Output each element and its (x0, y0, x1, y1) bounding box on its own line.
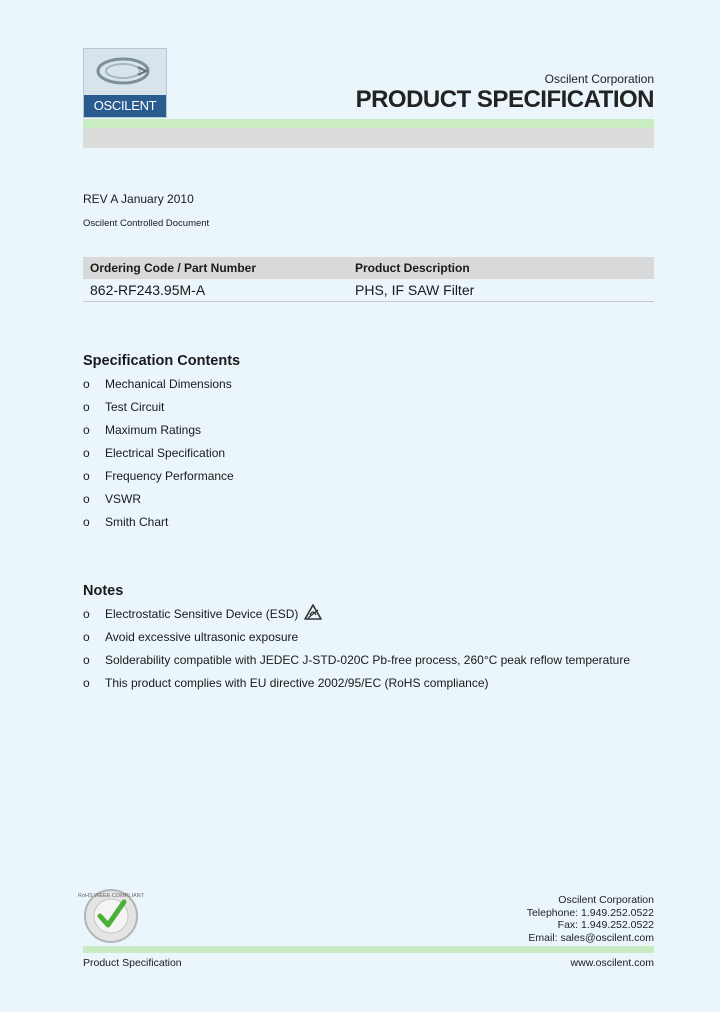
badge-label: RoHS WEEE COMPLIANT (77, 893, 145, 899)
part-number: 862-RF243.95M-A (90, 282, 206, 298)
footer-doc-type: Product Specification (83, 957, 182, 969)
contact-block (527, 894, 654, 944)
controlled-document-text: Oscilent Controlled Document (83, 218, 210, 229)
header-product-description: Product Description (355, 261, 470, 275)
notes-list (83, 603, 630, 695)
company-logo (83, 48, 167, 118)
list-item: o Mechanical Dimensions (83, 373, 234, 396)
bullet: o (83, 446, 90, 460)
esd-warning-icon (304, 604, 322, 622)
bullet: o (83, 676, 90, 690)
logo-wordmark: OSCILENT (84, 95, 166, 117)
header-divider-green (83, 119, 654, 128)
header-divider-grey (83, 128, 654, 148)
rohs-weee-badge-icon (77, 888, 145, 944)
footer-email[interactable]: Email: sales@oscilent.com (528, 931, 654, 944)
list-item: o Electrostatic Sensitive Device (ESD) (83, 603, 630, 626)
footer-website-link[interactable]: www.oscilent.com (570, 957, 654, 969)
product-description: PHS, IF SAW Filter (355, 282, 475, 298)
bullet: o (83, 492, 90, 506)
bullet: o (83, 653, 90, 667)
part-table (83, 257, 654, 302)
list-item: o Electrical Specification (83, 442, 234, 465)
logo-ring-icon (94, 55, 152, 87)
contents-list (83, 373, 234, 534)
list-item: o This product complies with EU directive 2002/95/EC (RoHS compliance) (83, 672, 630, 695)
list-item: o VSWR (83, 488, 234, 511)
footer-company: Oscilent Corporation (558, 894, 654, 906)
contents-title: Specification Contents (83, 353, 241, 369)
list-item: o Avoid excessive ultrasonic exposure (83, 626, 630, 649)
bullet: o (83, 377, 90, 391)
footer-telephone: Telephone: 1.949.252.0522 (526, 906, 654, 919)
bullet: o (83, 607, 90, 621)
revision-text: REV A January 2010 (83, 192, 194, 206)
footer-divider-green (83, 946, 654, 953)
bullet: o (83, 400, 90, 414)
notes-title: Notes (83, 583, 124, 599)
list-item: o Smith Chart (83, 511, 234, 534)
bullet: o (83, 423, 90, 437)
page-title: PRODUCT SPECIFICATION (355, 86, 654, 113)
company-name: Oscilent Corporation (544, 72, 654, 86)
list-item: o Test Circuit (83, 396, 234, 419)
bullet: o (83, 515, 90, 529)
header-ordering-code: Ordering Code / Part Number (90, 261, 257, 275)
list-item: o Frequency Performance (83, 465, 234, 488)
footer-fax: Fax: 1.949.252.0522 (557, 919, 654, 932)
table-row (83, 279, 654, 302)
list-item: o Maximum Ratings (83, 419, 234, 442)
table-header-row (83, 257, 654, 279)
bullet: o (83, 469, 90, 483)
bullet: o (83, 630, 90, 644)
list-item: o Solderability compatible with JEDEC J-STD-020C Pb-free process, 260°C peak reflow temperature (83, 649, 630, 672)
